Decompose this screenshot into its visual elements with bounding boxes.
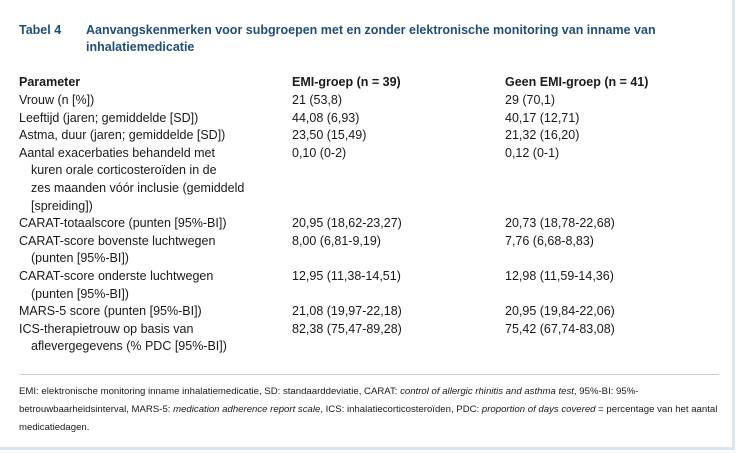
cell-emi-value: 12,95 (11,38-14,51) — [292, 268, 401, 283]
cell-no-emi-value: 29 (70,1) — [505, 93, 556, 107]
cell-parameter — [19, 321, 292, 356]
cell-parameter — [19, 268, 292, 303]
parameter-label-continued: zes maanden vóór inclusie (gemiddeld — [31, 180, 245, 195]
parameter-label: CARAT-score bovenste luchtwegen — [19, 233, 216, 248]
table-row — [19, 303, 735, 321]
table-row — [19, 321, 735, 356]
parameter-label-continued: (punten [95%-BI]) — [31, 286, 129, 301]
table-row — [19, 233, 735, 268]
footnote-divider — [19, 374, 719, 375]
cell-emi-value: 44,08 (6,93) — [292, 110, 360, 125]
header-no-emi-group: Geen EMI-groep (n = 41) — [505, 75, 649, 90]
parameter-label: Vrouw (n [%]) — [19, 93, 95, 107]
footnote-italic-1: control of allergic rhinitis and asthma test — [400, 386, 574, 397]
parameter-label-continued: [spreiding]) — [31, 198, 93, 213]
baseline-table — [19, 74, 735, 356]
cell-parameter — [19, 303, 292, 321]
header-emi-group: EMI-groep (n = 39) — [292, 75, 401, 90]
cell-parameter — [19, 110, 292, 128]
table-row — [19, 215, 735, 233]
footnote-text-2: , 95%-BI: 95%-betrouwbaarheidsinterval, MARS-5: — [19, 386, 639, 415]
cell-emi-value: 21 (53,8) — [292, 93, 343, 107]
parameter-label-continued: kuren orale corticosteroïden in de — [31, 163, 217, 178]
cell-parameter — [19, 145, 292, 215]
parameter-label: Astma, duur (jaren; gemiddelde [SD]) — [19, 128, 226, 143]
table-row — [19, 127, 735, 145]
parameter-label-continued: aflevergegevens (% PDC [95%-BI]) — [31, 339, 227, 354]
parameter-label-continued: (punten [95%-BI]) — [31, 251, 129, 266]
table-row — [19, 92, 735, 110]
table-row — [19, 110, 735, 128]
cell-emi-value: 23,50 (15,49) — [292, 128, 367, 143]
table-footnote — [19, 383, 724, 437]
table-title: Aanvangskenmerken voor subgroepen met en zonder elektronische monitoring van inname van inhalatiemedicatie — [86, 23, 656, 54]
table-row — [19, 145, 735, 215]
cell-emi-value: 20,95 (18,62-23,27) — [292, 216, 402, 231]
footnote-text-3: , ICS: inhalatiecorticosteroïden, PDC: — [320, 404, 482, 415]
parameter-label: ICS-therapietrouw op basis van — [19, 321, 194, 336]
cell-emi-value: 21,08 (19,97-22,18) — [292, 304, 402, 319]
cell-parameter — [19, 215, 292, 233]
cell-parameter — [19, 233, 292, 268]
cell-no-emi-value: 21,32 (16,20) — [505, 128, 580, 143]
cell-parameter — [19, 92, 292, 110]
parameter-label: CARAT-totaalscore (punten [95%-BI]) — [19, 216, 227, 231]
cell-no-emi-value: 7,76 (6,68-8,83) — [505, 233, 594, 248]
cell-no-emi-value: 20,73 (18,78-22,68) — [505, 216, 615, 231]
table-header-row — [19, 74, 735, 92]
cell-emi-value: 8,00 (6,81-9,19) — [292, 233, 381, 248]
table-number: Tabel 4 — [19, 23, 62, 37]
cell-no-emi-value: 75,42 (67,74-83,08) — [505, 321, 615, 336]
header-parameter: Parameter — [19, 75, 81, 90]
table-row — [19, 268, 735, 303]
cell-no-emi-value: 0,12 (0-1) — [505, 145, 560, 160]
parameter-label: Aantal exacerbaties behandeld met — [19, 145, 215, 160]
footnote-italic-2: medication adherence report scale — [173, 404, 321, 415]
parameter-label: Leeftijd (jaren; gemiddelde [SD]) — [19, 110, 199, 125]
cell-parameter — [19, 127, 292, 145]
cell-emi-value: 0,10 (0-2) — [292, 145, 347, 160]
cell-no-emi-value: 12,98 (11,59-14,36) — [505, 268, 614, 283]
table-body — [19, 92, 735, 356]
table-caption — [19, 22, 719, 56]
cell-no-emi-value: 20,95 (19,84-22,06) — [505, 304, 615, 319]
parameter-label: CARAT-score onderste luchtwegen — [19, 268, 214, 283]
footnote-text-1: EMI: elektronische monitoring inname inhalatiemedicatie, SD: standaarddeviatie, CARAT: — [19, 386, 401, 397]
footnote-italic-3: proportion of days covered — [481, 404, 596, 415]
cell-no-emi-value: 40,17 (12,71) — [505, 110, 580, 125]
footnote-text-4: = percentage van het aantal medicatiedagen. — [19, 404, 718, 433]
parameter-label: MARS-5 score (punten [95%-BI]) — [19, 304, 202, 319]
cell-emi-value: 82,38 (75,47-89,28) — [292, 321, 402, 336]
